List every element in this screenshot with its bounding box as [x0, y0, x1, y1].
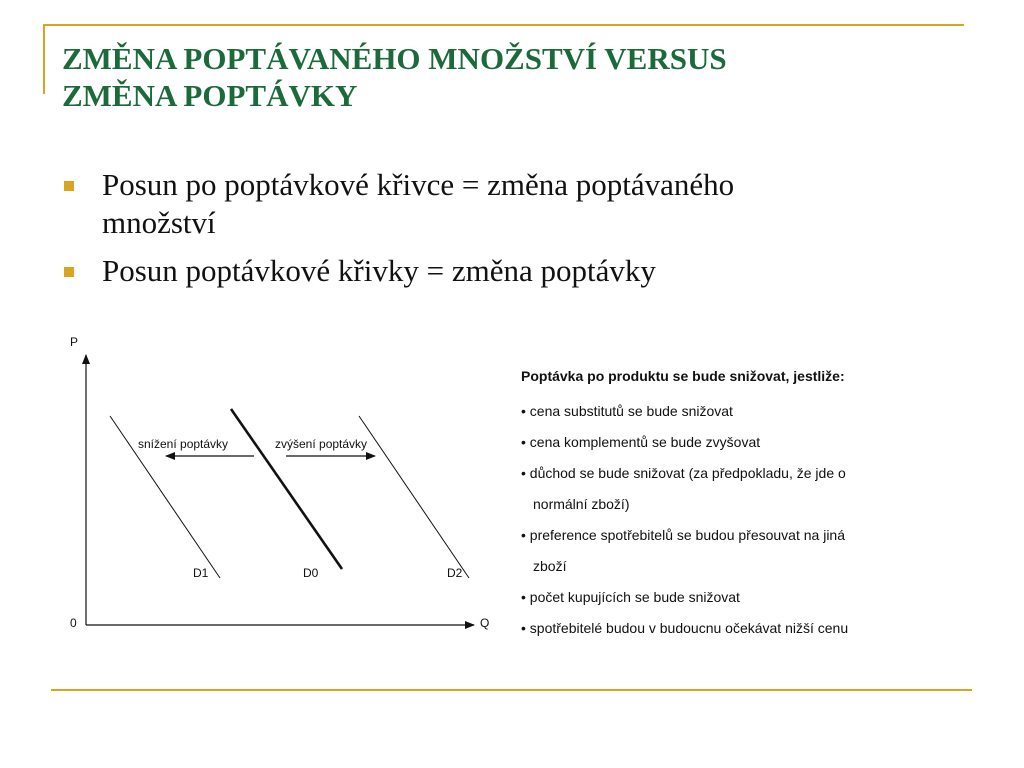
- bullet-text: Posun poptávkové křivky = změna poptávky: [102, 253, 656, 288]
- condition-item-line-2: normální zboží): [533, 496, 630, 512]
- y-axis-label: P: [70, 335, 79, 349]
- condition-item: • cena substitutů se bude snižovat: [521, 403, 733, 419]
- curve-d2: [359, 416, 469, 578]
- condition-item: • počet kupujících se bude snižovat: [521, 589, 740, 605]
- condition-item-line-1: • preference spotřebitelů se budou přesouvat na jiná: [521, 527, 846, 543]
- condition-item: • cena komplementů se bude zvyšovat: [521, 434, 761, 450]
- increase-demand-label: zvýšení poptávky: [275, 437, 368, 451]
- bullet-text-line-2: množství: [102, 205, 216, 240]
- curve-label-d0: D0: [303, 566, 319, 580]
- curve-label-d1: D1: [193, 566, 209, 580]
- decrease-demand-label: snížení poptávky: [138, 437, 229, 451]
- condition-item: [521, 458, 961, 520]
- curve-d0: [231, 409, 342, 569]
- conditions-heading: Poptávka po produktu se bude snižovat, jestliže:: [521, 368, 845, 384]
- x-axis-label: Q: [480, 616, 490, 630]
- condition-item-line-2: zboží: [533, 558, 567, 574]
- curve-label-d2: D2: [447, 566, 463, 580]
- slide-title-line-2: ZMĚNA POPTÁVKY: [62, 78, 358, 113]
- demand-decrease-conditions: [521, 366, 961, 644]
- slide-title-line-1: ZMĚNA POPTÁVANÉHO MNOŽSTVÍ VERSUS: [62, 41, 727, 76]
- origin-label: 0: [70, 616, 77, 630]
- condition-item: [521, 520, 961, 582]
- condition-item: • spotřebitelé budou v budoucnu očekávat nižší cenu: [521, 620, 849, 636]
- condition-item-line-1: • důchod se bude snižovat (za předpokladu, že jde o: [521, 465, 846, 481]
- bullet-text-line-1: Posun po poptávkové křivce = změna poptávaného: [102, 167, 735, 202]
